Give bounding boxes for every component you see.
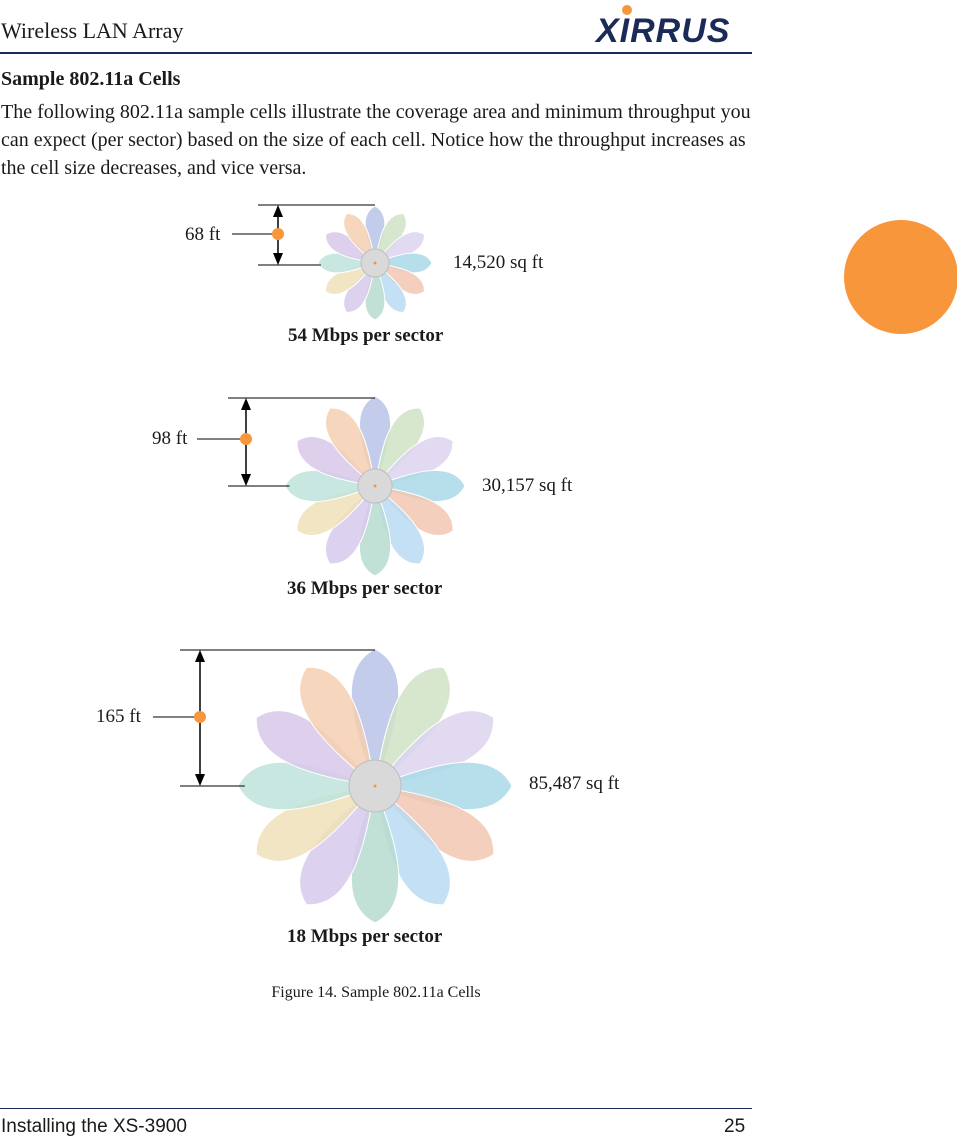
section-heading: Sample 802.11a Cells [1,68,181,90]
figure-caption: Figure 14. Sample 802.11a Cells [271,984,481,1001]
arrow-up-icon [195,650,205,662]
cell-2-rate-caption: 36 Mbps per sector [287,578,443,599]
arrow-down-icon [195,774,205,786]
cell-2-distance-label: 98 ft [152,428,188,449]
arrow-down-icon [241,474,251,486]
cell-3-rate-caption: 18 Mbps per sector [287,926,443,947]
body-paragraph: The following 802.11a sample cells illustrate the coverage area and minimum throughput you can expect (per sector) based on the size of each cell. Notice how the throughput increases as the cell size decreases, and vice versa. [1,101,751,179]
svg-text:XIRRUS: XIRRUS [596,12,731,48]
footer-rule [0,1108,752,1109]
array-center-dot [374,262,377,265]
arrow-up-icon [273,205,283,217]
cell-3-distance-label: 165 ft [96,706,141,727]
cell-1-area-label: 14,520 sq ft [453,252,544,273]
cell-1-rate-caption: 54 Mbps per sector [288,325,444,346]
array-center-dot [374,485,377,488]
cell-1-diagram [232,205,432,320]
dimension-marker-dot [272,228,284,240]
cell-3-diagram [153,649,512,923]
cell-2-area-label: 30,157 sq ft [482,475,573,496]
running-header-title: Wireless LAN Array [1,18,184,43]
arrow-down-icon [273,253,283,265]
page-number: 25 [724,1116,746,1137]
cell-3-area-label: 85,487 sq ft [529,773,620,794]
cell-1-distance-label: 68 ft [185,224,221,245]
arrow-up-icon [241,398,251,410]
array-center-dot [374,785,377,788]
dimension-marker-dot [240,433,252,445]
cell-2-diagram [197,396,465,576]
dimension-marker-dot [194,711,206,723]
footer-section-title: Installing the XS-3900 [1,1116,187,1137]
